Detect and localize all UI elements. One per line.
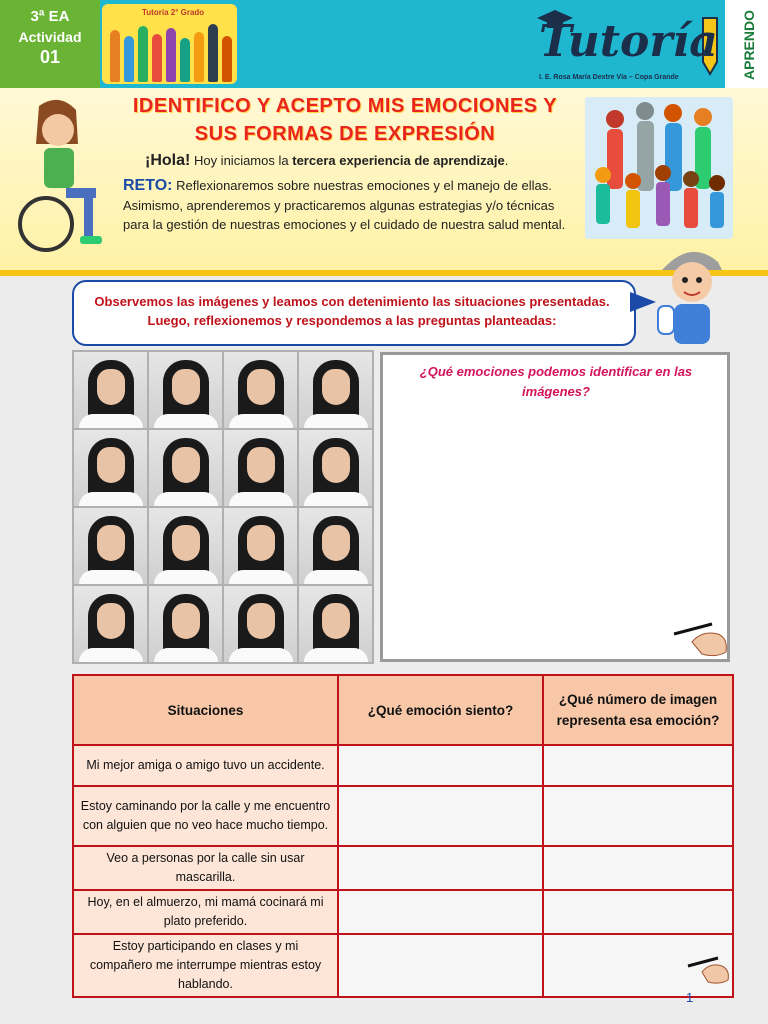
emotion-photo xyxy=(74,352,147,428)
emotion-answer-cell[interactable] xyxy=(338,890,543,934)
image-number-answer-cell[interactable] xyxy=(543,745,733,786)
challenge-paragraph xyxy=(123,176,578,235)
image-number-answer-cell[interactable] xyxy=(543,846,733,890)
emotion-answer-cell[interactable] xyxy=(338,745,543,786)
emotion-photo xyxy=(224,352,297,428)
boy-cap-illustration xyxy=(652,240,732,350)
challenge-label: RETO: xyxy=(123,177,173,194)
instruction-text: Observemos las imágenes y leamos con detenimiento las situaciones presentadas. Luego, reflexionemos y respondemos a las preguntas planteadas: xyxy=(94,294,610,328)
table-row xyxy=(73,786,733,846)
girl-wheelchair-illustration xyxy=(14,96,104,256)
emotion-answer-cell[interactable] xyxy=(338,934,543,997)
question-text: ¿Qué emociones podemos identificar en las imágenes? xyxy=(419,364,693,399)
title-line-1: IDENTIFICO Y ACEPTO MIS EMOCIONES Y xyxy=(132,95,558,117)
emotion-answer-cell[interactable] xyxy=(338,786,543,846)
activity-label: Actividad xyxy=(18,29,82,45)
image-number-answer-cell[interactable] xyxy=(543,786,733,846)
header-image-number: ¿Qué número de imagen representa esa emoción? xyxy=(543,675,733,745)
aprendo-side-tab xyxy=(725,0,768,88)
situation-cell: Estoy caminando por la calle y me encuentro con alguien que no veo hace mucho tiempo. xyxy=(73,786,338,846)
grade-tag: 3ª EA xyxy=(30,8,70,25)
family-masks-illustration xyxy=(585,97,733,239)
table-header-row xyxy=(73,675,733,745)
situation-cell: Mi mejor amiga o amigo tuvo un accidente. xyxy=(73,745,338,786)
image-number-answer-cell[interactable] xyxy=(543,890,733,934)
logo-text: Tutoría xyxy=(539,16,718,67)
tutoria-logo xyxy=(535,8,725,84)
challenge-text: Reflexionaremos sobre nuestras emociones y el manejo de ellas. Asimismo, aprenderemos y practicaremos algunas estrategias y/o técnicas para la gestión de nuestras emociones y el cuidado de nuestra salud mental. xyxy=(123,178,566,232)
table-row xyxy=(73,890,733,934)
table-row xyxy=(73,934,733,997)
greeting-text: Hoy iniciamos la xyxy=(193,153,289,168)
aprendo-label: APRENDO xyxy=(741,9,757,80)
emotion-photo xyxy=(74,430,147,506)
greeting xyxy=(145,152,585,170)
kids-banner-image xyxy=(102,4,237,84)
greeting-word: ¡Hola! xyxy=(145,152,191,169)
situation-cell: Hoy, en el almuerzo, mi mamá cocinará mi plato preferido. xyxy=(73,890,338,934)
banner-caption: Tutoría 2° Grado xyxy=(142,8,205,17)
emotion-photo xyxy=(299,508,372,584)
emotion-answer-cell[interactable] xyxy=(338,846,543,890)
emotion-photo xyxy=(224,430,297,506)
emotions-photo-grid xyxy=(72,350,374,664)
emotion-photo xyxy=(74,586,147,662)
page-title xyxy=(110,92,580,148)
hand-writing-icon xyxy=(672,612,730,660)
activity-number: 01 xyxy=(39,47,61,67)
header-emotion: ¿Qué emoción siento? xyxy=(338,675,543,745)
greeting-bold: tercera experiencia de aprendizaje xyxy=(292,153,505,168)
hand-writing-icon xyxy=(686,948,732,986)
emotion-photo xyxy=(224,508,297,584)
situation-cell: Veo a personas por la calle sin usar mascarilla. xyxy=(73,846,338,890)
situation-cell: Estoy participando en clases y mi compañero me interrumpe mientras estoy hablando. xyxy=(73,934,338,997)
emotion-photo xyxy=(149,430,222,506)
emotion-photo xyxy=(149,586,222,662)
emotion-photo xyxy=(299,352,372,428)
emotion-photo xyxy=(74,508,147,584)
title-line-2: SUS FORMAS DE EXPRESIÓN xyxy=(194,123,496,145)
table-row xyxy=(73,745,733,786)
emotion-photo xyxy=(224,586,297,662)
page-number: 1 xyxy=(686,990,694,1005)
emotion-photo xyxy=(299,586,372,662)
situations-table xyxy=(72,674,734,998)
emotion-photo xyxy=(299,430,372,506)
greeting-end: . xyxy=(504,153,509,168)
school-name: I. E. Rosa María Dextre Vía – Copa Grande xyxy=(539,74,679,81)
header-situations: Situaciones xyxy=(73,675,338,745)
table-row xyxy=(73,846,733,890)
emotion-photo xyxy=(149,508,222,584)
activity-tab xyxy=(0,0,100,88)
emotion-photo xyxy=(149,352,222,428)
